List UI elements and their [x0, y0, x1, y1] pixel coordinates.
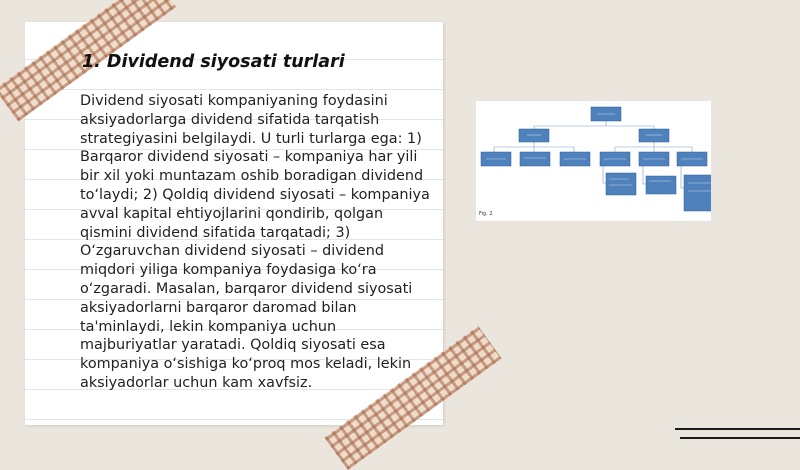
box-leaf-2 [646, 176, 676, 194]
org-chart-diagram [476, 101, 711, 221]
box-right-branch [639, 129, 669, 142]
box-left-branch [519, 129, 549, 142]
org-chart-figure [475, 100, 712, 222]
decorative-line-1 [675, 428, 800, 430]
box-leaf-3 [684, 175, 711, 211]
box-left-child-2 [520, 152, 550, 166]
decorative-line-2 [680, 437, 800, 439]
slide-body-text: Dividend siyosati kompaniyaning foydasini aksiyadorlarga dividend sifatida tarqatish strategiyasini belgilaydi. U turli turlarga ega: 1) Barqaror dividend siyosati – kompaniya har yili bir xil yoki muntazam oshib boradigan dividend to‘laydi; 2) Qoldiq dividend siyosati – kompaniya avval kapital ehtiyojlarini qondirib, qolgan qismini dividend sifatida tarqatadi; 3) O‘zgaruvchan dividend siyosati – dividend miqdori yiliga kompaniya foydasiga ko‘ra o‘zgaradi. Masalan, barqaror dividend siyosati aksiyadorlarni barqaror daromad bilan ta'minlaydi, lekin kompaniya uchun majburiyatlar yaratadi. Qoldiq siyosati esa kompaniya o‘sishiga ko‘proq mos keladi, lekin aksiyadorlar uchun kam xavfsiz. [80, 93, 430, 391]
slide-title: 1. Dividend siyosati turlari [82, 52, 345, 72]
chart-boxes [481, 107, 711, 211]
figure-caption: Fig. 2 [479, 211, 493, 217]
box-leaf-1 [606, 173, 636, 195]
